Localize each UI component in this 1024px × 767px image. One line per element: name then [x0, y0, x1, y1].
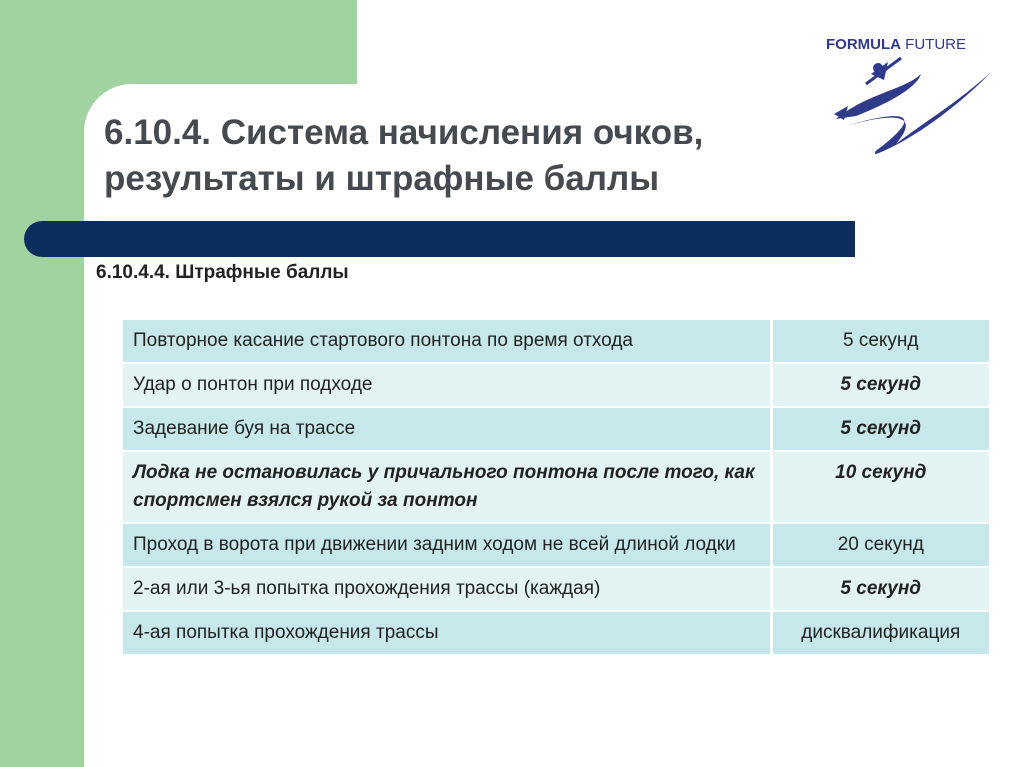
- violation-cell: Повторное касание стартового понтона по время отхода: [123, 320, 773, 362]
- penalties-table: [123, 318, 989, 656]
- section-subtitle: 6.10.4.4. Штрафные баллы: [96, 262, 349, 283]
- table-row: [123, 568, 989, 610]
- violation-cell: Удар о понтон при подходе: [123, 364, 773, 406]
- penalty-cell: дисквалификация: [773, 612, 990, 654]
- title-underline-bar: [24, 221, 855, 257]
- table-row: [123, 452, 989, 522]
- penalty-cell: 5 секунд: [773, 568, 990, 610]
- violation-cell: Лодка не остановилась у причального понтона после того, как спортсмен взялся рукой за понтон: [123, 452, 773, 522]
- logo-word-formula: FORMULA: [826, 36, 901, 53]
- penalty-cell: 5 секунд: [773, 364, 990, 406]
- table-row: [123, 408, 989, 450]
- violation-cell: 4-ая попытка прохождения трассы: [123, 612, 773, 654]
- logo-word-future: FUTURE: [905, 36, 966, 53]
- formula-future-logo: [826, 36, 996, 161]
- violation-cell: Проход в ворота при движении задним ходом не всей длиной лодки: [123, 524, 773, 566]
- penalty-cell: 20 секунд: [773, 524, 990, 566]
- slide-title-line-2: результаты и штрафные баллы: [104, 159, 660, 198]
- table-row: [123, 612, 989, 654]
- table-row: [123, 320, 989, 362]
- logo-text: [826, 36, 966, 53]
- kayaker-wave-icon: [826, 54, 996, 159]
- penalty-cell: 10 секунд: [773, 452, 990, 522]
- violation-cell: 2-ая или 3-ья попытка прохождения трассы (каждая): [123, 568, 773, 610]
- slide-title: [104, 110, 824, 202]
- violation-cell: Задевание буя на трассе: [123, 408, 773, 450]
- table-row: [123, 364, 989, 406]
- penalty-cell: 5 секунд: [773, 408, 990, 450]
- table-row: [123, 524, 989, 566]
- slide-title-line-1: 6.10.4. Система начисления очков,: [104, 113, 704, 152]
- penalty-cell: 5 секунд: [773, 320, 990, 362]
